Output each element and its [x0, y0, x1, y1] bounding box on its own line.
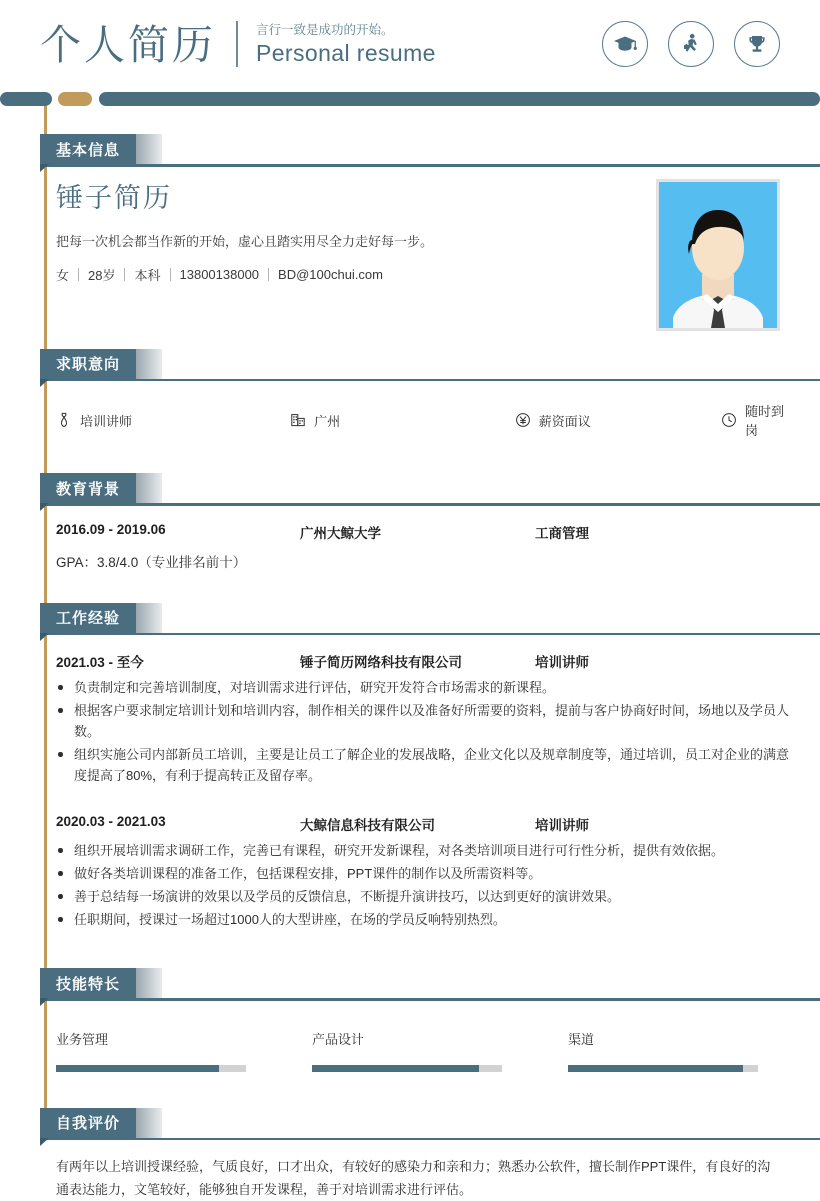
meta-email: BD@100chui.com	[278, 267, 383, 283]
skill-label: 产品设计	[312, 1031, 365, 1047]
page-header	[0, 0, 820, 88]
section-self-evaluation	[0, 1108, 820, 1201]
meta-phone: 13800138000	[179, 267, 260, 283]
work-role: 培训讲师	[535, 818, 589, 834]
section-header-basic	[40, 134, 820, 164]
intent-availability-label: 随时到岗	[745, 404, 785, 438]
intent-position	[56, 401, 290, 439]
skill-item	[568, 1029, 820, 1072]
section-tab-extension	[136, 603, 162, 633]
section-fold-corner	[40, 379, 49, 387]
meta-age: 28岁	[88, 268, 116, 284]
intent-availability	[721, 401, 794, 439]
section-header-intent	[40, 349, 820, 379]
skill-progress-fill	[312, 1065, 479, 1072]
divider-segment-left	[0, 92, 52, 106]
header-divider-bar	[0, 92, 820, 106]
section-title-basic: 基本信息	[40, 134, 136, 164]
work-bullet: 根据客户要求制定培训计划和培训内容，制作相关的课件以及准备好所需要的资料，提前与客户协商好时间，场地以及学员人数。	[56, 700, 794, 742]
skill-label: 渠道	[568, 1031, 595, 1047]
skill-list	[56, 1001, 794, 1072]
tie-icon	[56, 412, 72, 428]
education-school: 广州大鲸大学	[300, 525, 381, 541]
section-work-experience	[0, 603, 820, 931]
section-title-work: 工作经验	[40, 603, 136, 633]
work-company: 大鲸信息科技有限公司	[300, 818, 435, 834]
section-tab-extension	[136, 134, 162, 164]
work-company: 锤子简历网络科技有限公司	[300, 655, 462, 670]
intent-city	[290, 401, 515, 439]
education-major: 工商管理	[535, 525, 589, 541]
section-fold-corner	[40, 998, 49, 1006]
section-tab-extension	[136, 1108, 162, 1138]
clock-icon	[721, 412, 737, 428]
skill-progress-track	[56, 1065, 246, 1072]
section-title-selfeval: 自我评价	[40, 1108, 136, 1138]
work-entry-row	[56, 635, 794, 671]
section-header-education	[40, 473, 820, 503]
page-title-english: Personal resume	[256, 40, 436, 67]
section-tab-extension	[136, 473, 162, 503]
work-bullet-list	[56, 677, 794, 786]
section-fold-corner	[40, 633, 49, 641]
page-title: 个人简历	[40, 21, 216, 68]
section-title-skills: 技能特长	[40, 968, 136, 998]
work-bullet: 任职期间，授课过一场超过1000人的大型讲座，在场的学员反响特别热烈。	[56, 909, 794, 930]
title-divider	[236, 21, 238, 67]
work-bullet: 组织开展培训需求调研工作，完善已有课程，研究开发新课程，对各类培训项目进行可行性分析，提供有效依据。	[56, 840, 794, 861]
work-bullet: 负责制定和完善培训制度，对培训需求进行评估，研究开发符合市场需求的新课程。	[56, 677, 794, 698]
divider-segment-right	[99, 92, 820, 106]
section-basic-info	[0, 134, 820, 331]
intent-items	[56, 381, 794, 445]
avatar	[656, 179, 780, 331]
work-role: 培训讲师	[535, 655, 589, 670]
section-fold-corner	[40, 1138, 49, 1146]
skill-progress-fill	[56, 1065, 219, 1072]
work-entry	[56, 798, 794, 930]
section-education	[0, 473, 820, 575]
divider-gold-pill	[58, 92, 92, 106]
candidate-motto: 把每一次机会都当作新的开始，虚心且踏实用尽全力走好每一步。	[56, 233, 434, 249]
intent-salary	[515, 401, 721, 439]
header-icon-group	[602, 21, 780, 67]
section-header-selfeval	[40, 1108, 820, 1138]
skill-progress-track	[568, 1065, 758, 1072]
skill-item	[312, 1029, 568, 1072]
work-bullet: 善于总结每一场演讲的效果以及学员的反馈信息，不断提升演讲技巧，以达到更好的演讲效果。	[56, 886, 794, 907]
intent-salary-label: 薪资面议	[538, 413, 591, 429]
resume-sections	[0, 106, 820, 1201]
intent-city-label: 广州	[314, 413, 341, 429]
section-tab-extension	[136, 968, 162, 998]
intent-position-label: 培训讲师	[80, 413, 133, 429]
section-skills	[0, 968, 820, 1072]
work-bullet: 组织实施公司内部新员工培训，主要是让员工了解企业的发展战略，企业文化以及规章制度等，通过培训，员工对企业的满意度提高了80%，有利于提高转正及留存率。	[56, 744, 794, 786]
skill-progress-fill	[568, 1065, 743, 1072]
candidate-meta	[56, 265, 656, 284]
trophy-icon	[734, 21, 780, 67]
meta-gender: 女	[56, 268, 70, 284]
work-entry-row	[56, 798, 794, 834]
meta-separator	[124, 268, 125, 281]
skill-progress-track	[312, 1065, 502, 1072]
section-fold-corner	[40, 164, 49, 172]
skill-item	[56, 1029, 312, 1072]
meta-separator	[170, 268, 171, 281]
section-header-work	[40, 603, 820, 633]
work-entry	[56, 635, 794, 786]
header-slogan: 言行一致是成功的开始。	[256, 22, 394, 37]
meta-separator	[78, 268, 79, 281]
building-icon	[290, 412, 306, 428]
work-bullet-list	[56, 840, 794, 930]
section-header-skills	[40, 968, 820, 998]
work-bullet: 做好各类培训课程的准备工作，包括课程安排，PPT课件的制作以及所需资料等。	[56, 863, 794, 884]
work-period: 2020.03 - 2021.03	[56, 814, 166, 830]
education-detail: GPA：3.8/4.0（专业排名前十）	[56, 554, 247, 570]
section-job-intention	[0, 349, 820, 446]
candidate-name: 锤子简历	[56, 182, 172, 213]
section-fold-corner	[40, 503, 49, 511]
work-period: 2021.03 - 至今	[56, 655, 144, 670]
self-evaluation-text: 有两年以上培训授课经验，气质良好，口才出众，有较好的感染力和亲和力；熟悉办公软件，擅长制作PPT课件，有良好的沟通表达能力，文笔较好，能够独自开发课程，善于对培训需求进行评估。	[56, 1159, 771, 1197]
meta-degree: 本科	[134, 268, 161, 284]
graduation-cap-icon	[602, 21, 648, 67]
education-entry-row	[56, 506, 794, 542]
education-period: 2016.09 - 2019.06	[56, 521, 166, 537]
section-title-education: 教育背景	[40, 473, 136, 503]
section-tab-extension	[136, 349, 162, 379]
businessman-walking-icon	[668, 21, 714, 67]
yen-circle-icon	[515, 412, 531, 428]
meta-separator	[268, 268, 269, 281]
skill-label: 业务管理	[56, 1031, 109, 1047]
section-title-intent: 求职意向	[40, 349, 136, 379]
